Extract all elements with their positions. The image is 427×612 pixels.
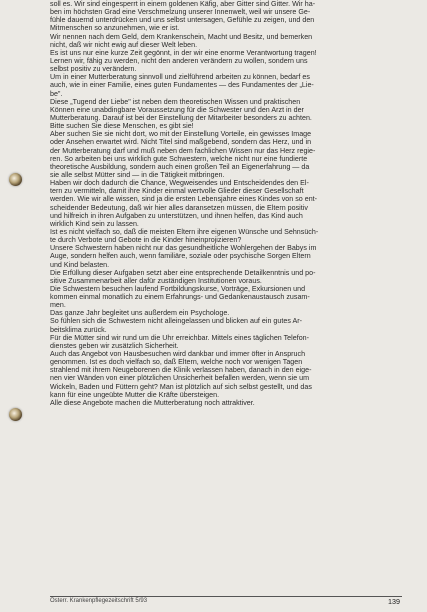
text-line: ben im höchsten Grad eine Verschmelzung unserer Innenwelt, weil wir unsere Ge- bbox=[50, 8, 311, 17]
text-line: te durch Verbote und Gebote in die Kinder hineinprojizieren? bbox=[50, 236, 242, 245]
footer-divider bbox=[50, 596, 402, 597]
text-line: nen vier Wänden von einer plötzlichen Unsicherheit befallen werden, wenn sie um bbox=[50, 374, 310, 383]
text-line: oder Ansehen erwartet wird. Nicht Titel sind maßgebend, sondern das Herz, und in bbox=[50, 138, 312, 147]
text-line: Mutterberatung. Darauf ist bei der Einstellung der Mitarbeiter besonders zu achten. bbox=[50, 113, 312, 122]
text-line: soll es. Wir sind eingesperrt in einem goldenen Käfig, aber Gitter sind Gitter. Wir ha- bbox=[50, 0, 316, 8]
footer-source: Österr. Krankenpflegezeitschrift 5/93 bbox=[50, 598, 148, 604]
text-line: Alle diese Angebote machen die Mutterberatung noch attraktiver. bbox=[50, 398, 255, 407]
text-line: und Kind belasten. bbox=[50, 260, 110, 269]
text-line: Lernen wir, fähig zu werden, nicht den anderen verändern zu wollen, sondern uns bbox=[50, 56, 308, 65]
text-line: strahlend mit ihrem Neugeborenen die Klinik verlassen haben, danach in den eige- bbox=[50, 366, 312, 375]
text-line: Mitmenschen so anzunehmen, wie er ist. bbox=[50, 24, 180, 33]
text-line: Haben wir doch dadurch die Chance, Wegweisendes und Entscheidendes den El- bbox=[50, 179, 309, 188]
text-line: scheidender Bedeutung, daß wir hier alles daransetzen müssen, die Eltern positiv bbox=[50, 203, 308, 212]
text-line: men. bbox=[50, 301, 66, 310]
text-line: theoretische Ausbildung, sondern auch einen großen Teil an Eigenerfahrung — da bbox=[50, 162, 310, 171]
text-line: be". bbox=[50, 89, 63, 98]
text-line: Wickeln, Baden und Füttern geht? Man ist plötzlich auf sich selbst gestellt, und das bbox=[50, 382, 312, 391]
body-text bbox=[50, 0, 402, 407]
text-line: tern zu vermitteln, damit ihre Kinder einmal wertvolle Glieder dieser Gesellschaft bbox=[50, 187, 304, 196]
text-line: Bitte suchen Sie diese Menschen, es gibt sie! bbox=[50, 122, 194, 131]
text-line: kommen einmal monatlich zu einem Erfahrungs- und Gedankenaustausch zusam- bbox=[50, 293, 310, 302]
text-line: Um in einer Mutterberatung sinnvoll und zielführend arbeiten zu können, bedarf es bbox=[50, 73, 310, 82]
text-line: Können eine unabdingbare Voraussetzung für die Schwester und den Arzt in der bbox=[50, 105, 304, 114]
text-line: dienstes geben wir zusätzlich Sicherheit. bbox=[50, 341, 179, 350]
text-line: Die Erfüllung dieser Aufgaben setzt aber eine entsprechende Detailkenntnis und po- bbox=[50, 268, 316, 277]
text-line: kann für eine ungeübte Mutter die Kräfte übersteigen. bbox=[50, 390, 220, 399]
text-line: auch, wie in einer Familie, eines guten Fundamentes — des Fundamentes der „Lie- bbox=[50, 81, 314, 90]
text-line: Für die Mütter sind wir rund um die Uhr erreichbar. Mittels eines täglichen Telefon- bbox=[50, 333, 310, 342]
text-line: Aber suchen Sie sie nicht dort, wo mit der Einstellung Vorteile, ein gewisses Image bbox=[50, 130, 312, 139]
text-line: Es ist uns nur eine kurze Zeit gegönnt, in der wir eine enorme Verantwortung tragen! bbox=[50, 48, 317, 57]
text-line: wirklich Kind sein zu lassen. bbox=[50, 219, 139, 228]
text-line: selbst positiv zu verändern. bbox=[50, 65, 137, 74]
text-line: ren. So arbeiten bei uns wirklich gute Schwestern, welche nicht nur eine fundierte bbox=[50, 154, 308, 163]
text-line: sitive Zusammenarbeit aller dafür zuständigen Institutionen voraus. bbox=[50, 276, 262, 285]
text-line: sie alle selbst Mütter sind — in die Tätigkeit mitbringen. bbox=[50, 170, 225, 179]
text-line: nicht, daß wir nicht ewig auf dieser Welt leben. bbox=[50, 40, 198, 49]
page-number: 139 bbox=[388, 597, 400, 606]
text-line: fühle dauernd unterdrücken und uns selbst untersagen, Gefühle zu zeigen, und den bbox=[50, 16, 315, 25]
text-line: und hilfreich in ihren Aufgaben zu unterstützen, und ihnen helfen, das Kind auch bbox=[50, 211, 303, 220]
text-line: beitsklima zurück. bbox=[50, 325, 107, 334]
text-line: genommen. Ist es doch vielfach so, daß Eltern, welche noch vor wenigen Tagen bbox=[50, 358, 303, 367]
punch-hole bbox=[9, 408, 22, 421]
text-line: Auge, sondern helfen auch, wenn familiäre, soziale oder psychische Sorgen Eltern bbox=[50, 252, 311, 261]
punch-hole bbox=[9, 173, 22, 186]
text-line: Diese „Tugend der Liebe" ist neben dem theoretischen Wissen und praktischen bbox=[50, 97, 301, 106]
text-line: werden. Wie wir alle wissen, sind ja die ersten Lebensjahre eines Kindes von so ent- bbox=[50, 195, 318, 204]
text-line: Ist es nicht vielfach so, daß die meisten Eltern ihre eigenen Wünsche und Sehnsüch- bbox=[50, 227, 319, 236]
text-line: So fühlen sich die Schwestern nicht alleingelassen und blicken auf ein gutes Ar- bbox=[50, 317, 303, 326]
text-line: Auch das Angebot von Hausbesuchen wird dankbar und immer öfter in Anspruch bbox=[50, 350, 306, 359]
text-line: Unsere Schwestern haben nicht nur das gesundheitliche Wohlergehen der Babys im bbox=[50, 244, 317, 253]
text-line: Das ganze Jahr begleitet uns außerdem ein Psychologe. bbox=[50, 309, 230, 318]
text-line: Die Schwestern besuchen laufend Fortbildungskurse, Vorträge, Exkursionen und bbox=[50, 284, 306, 293]
text-line: Wir nennen nach dem Geld, dem Krankenschein, Macht und Besitz, und bemerken bbox=[50, 32, 313, 41]
text-line: der Mutterberatung darf und muß neben dem fachlichen Wissen nur das Herz regie- bbox=[50, 146, 316, 155]
